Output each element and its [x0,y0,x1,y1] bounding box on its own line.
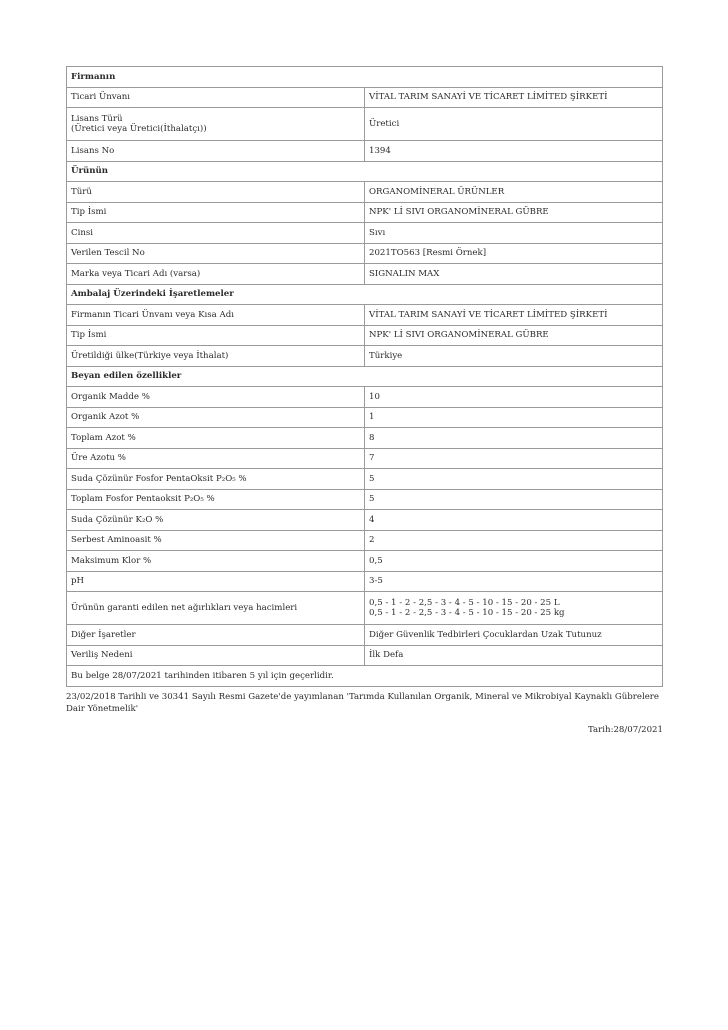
field-value: 1394 [365,141,663,162]
field-label: Firmanın Ticari Ünvanı veya Kısa Adı [67,305,365,326]
field-value: 4 [365,510,663,531]
table-row [67,305,663,326]
weights-volume-line: 0,5 - 1 - 2 - 2,5 - 3 - 4 - 5 - 10 - 15 - 20 - 25 L [369,598,560,608]
field-label: Verilen Tescil No [67,243,365,264]
field-value: 5 [365,489,663,510]
field-label-line: Lisans Türü [71,114,123,124]
field-label: Türü [67,182,365,203]
table-row [67,346,663,367]
field-label: Lisans No [67,141,365,162]
table-row [67,489,663,510]
section-packaging [67,284,663,305]
table-row [67,645,663,666]
field-label: Organik Azot % [67,407,365,428]
field-label: Suda Çözünür Fosfor PentaOksit P₂O₅ % [67,469,365,490]
field-label: pH [67,571,365,592]
section-title: Firmanın [67,67,663,88]
field-value: Diğer Güvenlik Tedbirleri Çocuklardan Uzak Tutunuz [365,625,663,646]
field-label: Diğer İşaretler [67,625,365,646]
field-value: VİTAL TARIM SANAYİ VE TİCARET LİMİTED ŞİRKETİ [365,305,663,326]
field-value: Üretici [365,108,663,141]
table-row [67,325,663,346]
validity-text: Bu belge 28/07/2021 tarihinden itibaren 5 yıl için geçerlidir. [67,666,663,687]
table-row [67,202,663,223]
field-value: 0,5 [365,551,663,572]
weights-mass-line: 0,5 - 1 - 2 - 2,5 - 3 - 4 - 5 - 10 - 15 - 20 - 25 kg [369,608,565,618]
field-value: 8 [365,428,663,449]
table-row [67,243,663,264]
field-label: Üre Azotu % [67,448,365,469]
field-value: 7 [365,448,663,469]
section-firm [67,67,663,88]
field-label: Marka veya Ticari Adı (varsa) [67,264,365,285]
field-value: NPK' Lİ SIVI ORGANOMİNERAL GÜBRE [365,202,663,223]
table-row [67,387,663,408]
field-label: Organik Madde % [67,387,365,408]
table-row [67,551,663,572]
field-label: Maksimum Klor % [67,551,365,572]
field-label-line: (Üretici veya Üretici(İthalatçı)) [71,124,207,134]
field-label: Cinsi [67,223,365,244]
regulation-note: 23/02/2018 Tarihli ve 30341 Sayılı Resmi Gazete'de yayımlanan 'Tarımda Kullanılan Organik, Mineral ve Mikrobiyal Kaynaklı Gübrelere Dair Yönetmelik' [66,691,659,714]
field-label: Ticari Ünvanı [67,87,365,108]
section-title: Ürünün [67,161,663,182]
section-title: Beyan edilen özellikler [67,366,663,387]
field-value: Sıvı [365,223,663,244]
table-row [67,530,663,551]
field-value: Türkiye [365,346,663,367]
registration-document [66,66,663,735]
table-row [67,264,663,285]
table-row [67,182,663,203]
table-row [67,428,663,449]
field-label: Toplam Azot % [67,428,365,449]
field-label: Üretildiği ülke(Türkiye veya İthalat) [67,346,365,367]
validity-row [67,666,663,687]
table-row [67,510,663,531]
document-date: Tarih:28/07/2021 [587,724,663,735]
table-row [67,87,663,108]
field-label: Veriliş Nedeni [67,645,365,666]
field-value: 2 [365,530,663,551]
field-label: Tip İsmi [67,202,365,223]
field-label: Suda Çözünür K₂O % [67,510,365,531]
section-product [67,161,663,182]
field-value: SIGNALIN MAX [365,264,663,285]
field-value: VİTAL TARIM SANAYİ VE TİCARET LİMİTED ŞİRKETİ [365,87,663,108]
field-label: Tip İsmi [67,325,365,346]
table-row [67,407,663,428]
field-value: İlk Defa [365,645,663,666]
table-row [67,141,663,162]
field-value: NPK' Lİ SIVI ORGANOMİNERAL GÜBRE [365,325,663,346]
field-value: 5 [365,469,663,490]
table-row [67,469,663,490]
field-value: ORGANOMİNERAL ÜRÜNLER [365,182,663,203]
field-label: Toplam Fosfor Pentaoksit P₂O₅ % [67,489,365,510]
field-label: Serbest Aminoasit % [67,530,365,551]
field-label [67,108,365,141]
section-title: Ambalaj Üzerindeki İşaretlemeler [67,284,663,305]
field-value: 3-5 [365,571,663,592]
field-label: Ürünün garanti edilen net ağırlıkları veya hacimleri [67,592,365,625]
field-value [365,592,663,625]
field-value: 1 [365,407,663,428]
section-declared [67,366,663,387]
field-value: 10 [365,387,663,408]
table-row [67,592,663,625]
registration-table [66,66,663,687]
table-row [67,625,663,646]
table-row [67,108,663,141]
field-value: 2021TO563 [Resmi Örnek] [365,243,663,264]
table-row [67,448,663,469]
table-row [67,223,663,244]
table-row [67,571,663,592]
